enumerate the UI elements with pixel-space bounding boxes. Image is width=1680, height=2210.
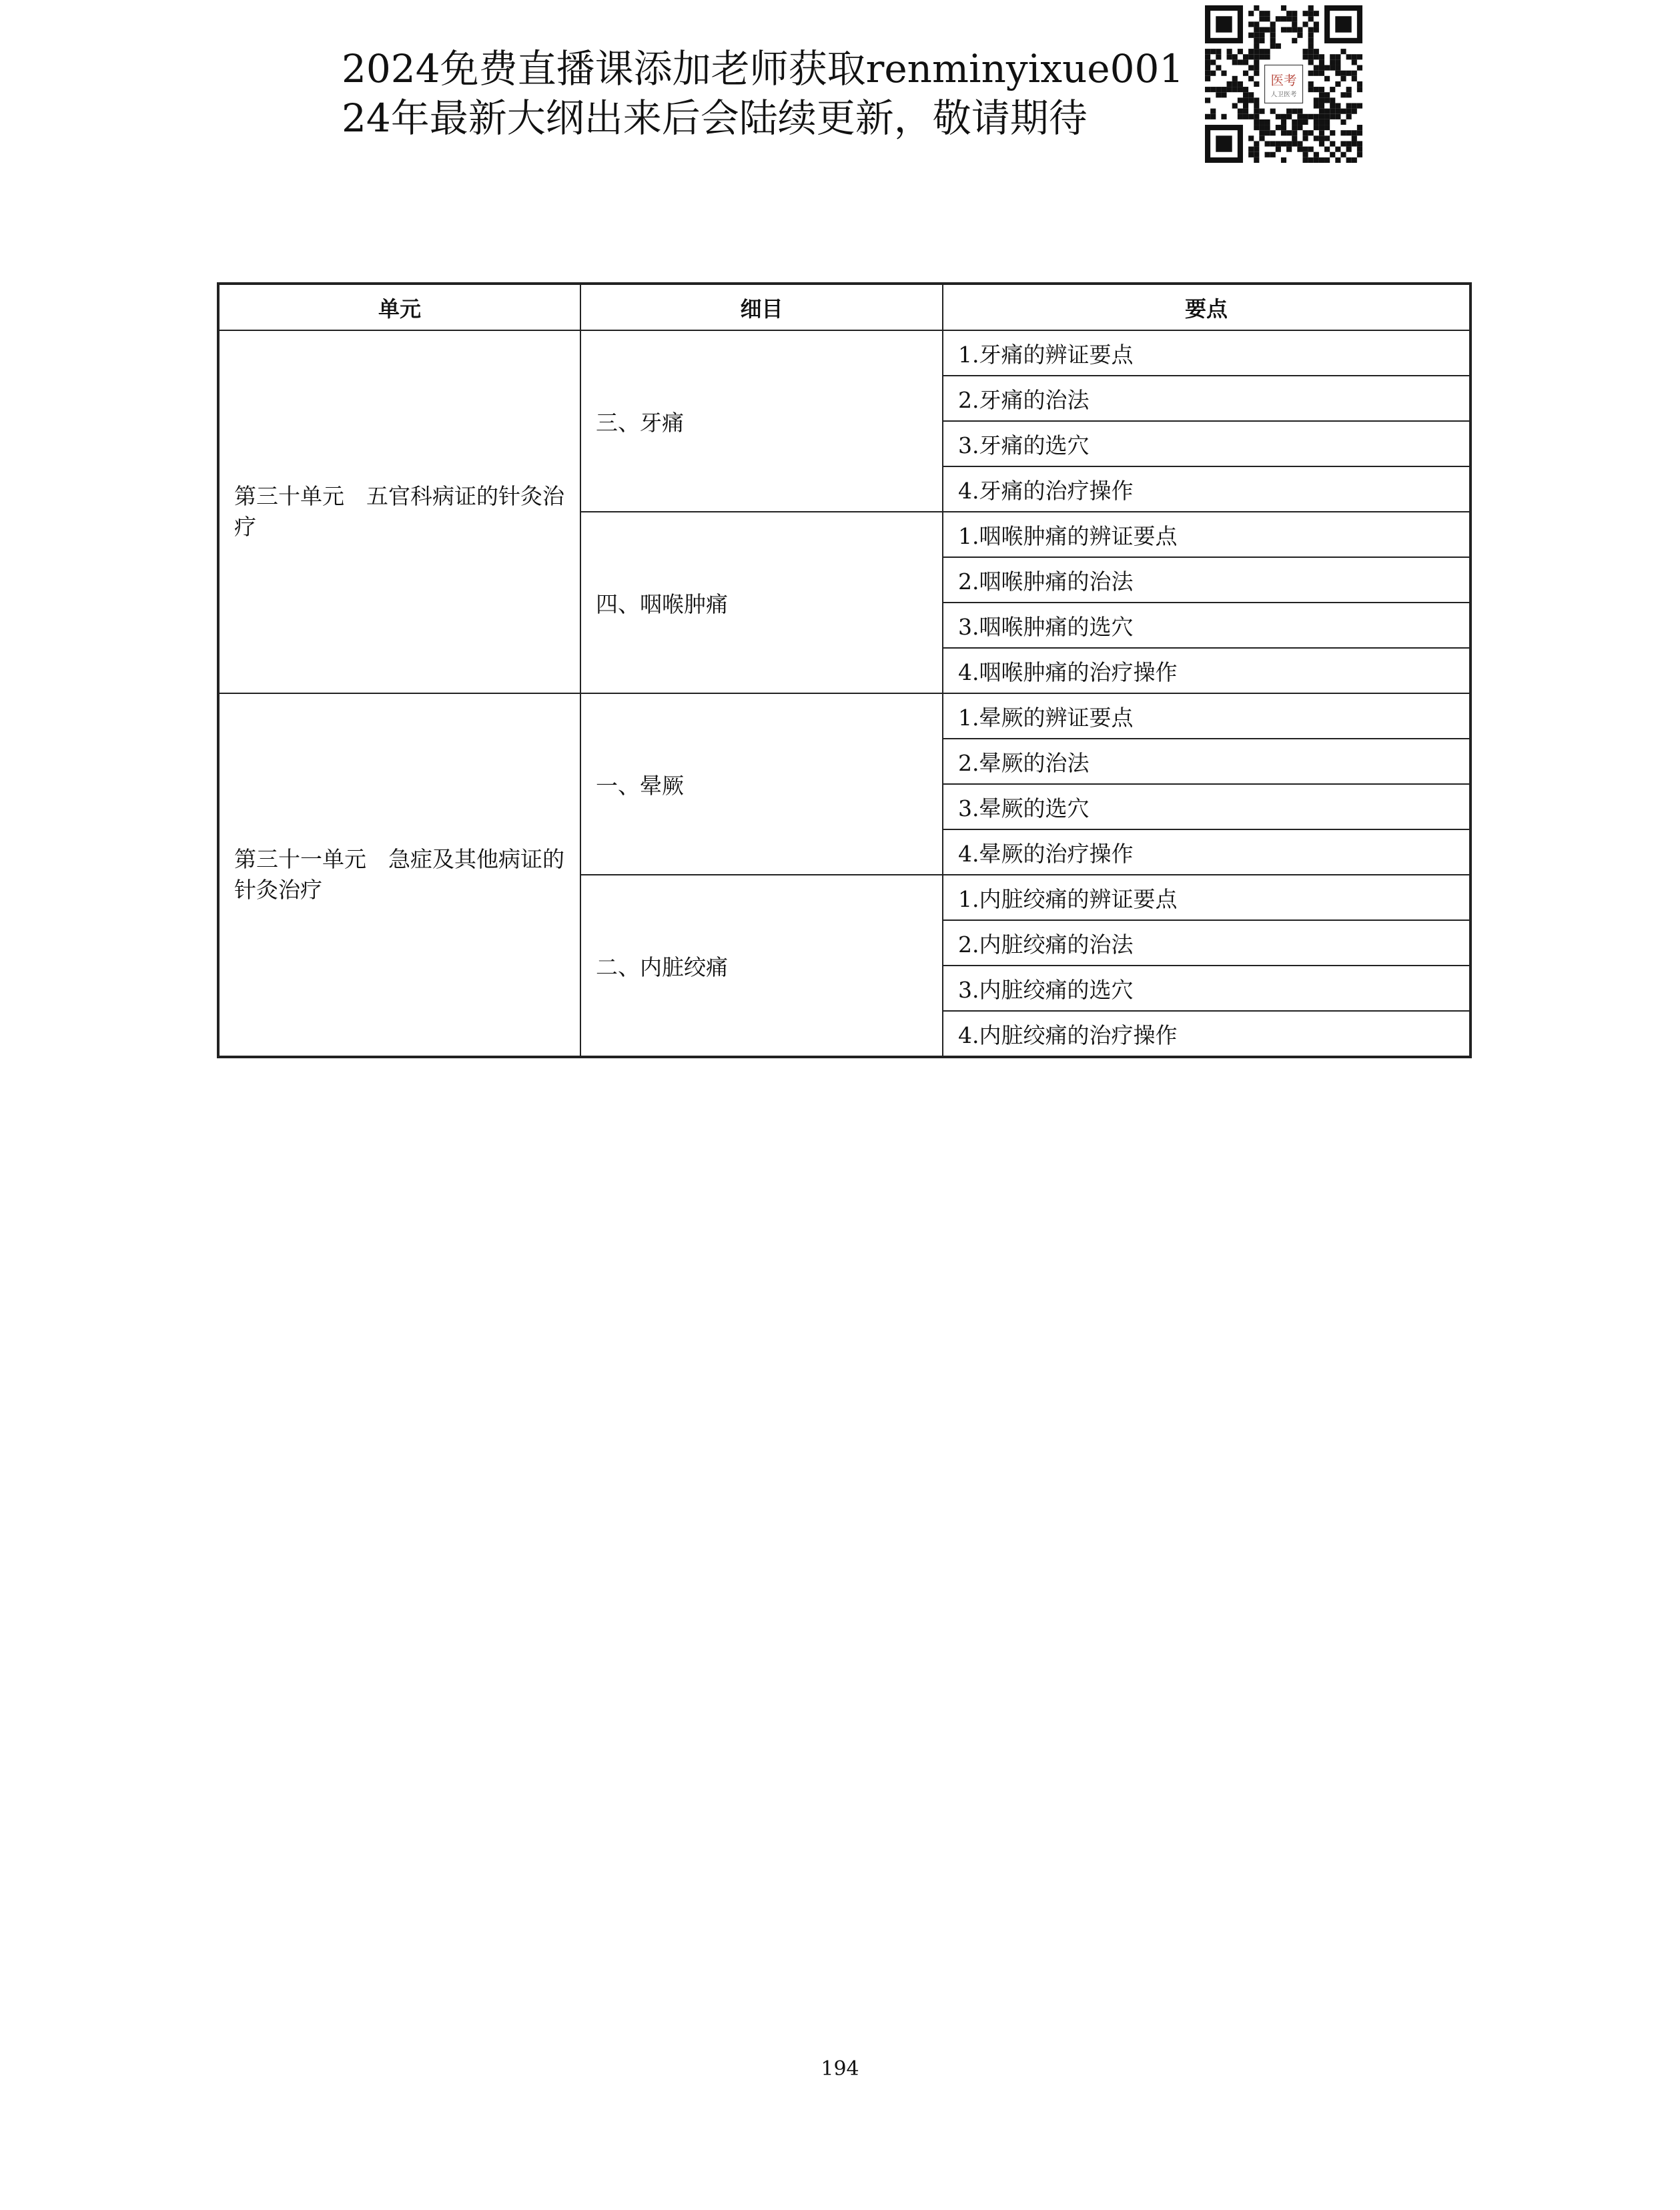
subitem-cell: 一、晕厥	[580, 693, 943, 875]
point-cell: 1.晕厥的辨证要点	[943, 693, 1471, 739]
table-row	[218, 330, 1471, 376]
point-cell: 4.牙痛的治疗操作	[943, 466, 1471, 512]
point-cell: 2.咽喉肿痛的治法	[943, 557, 1471, 603]
point-cell: 3.晕厥的选穴	[943, 784, 1471, 829]
point-cell: 2.牙痛的治法	[943, 376, 1471, 421]
point-cell: 1.咽喉肿痛的辨证要点	[943, 512, 1471, 557]
point-cell: 3.内脏绞痛的选穴	[943, 966, 1471, 1011]
header-subitem: 细目	[580, 284, 943, 330]
point-cell: 1.内脏绞痛的辨证要点	[943, 875, 1471, 920]
header-promo-line-1: 2024免费直播课添加老师获取renminyixue001	[342, 46, 1184, 91]
point-cell: 2.内脏绞痛的治法	[943, 920, 1471, 966]
subitem-cell: 二、内脏绞痛	[580, 875, 943, 1057]
point-cell: 3.牙痛的选穴	[943, 421, 1471, 466]
qr-logo-text: 医考	[1270, 72, 1297, 88]
table-header-row	[218, 284, 1471, 330]
subitem-cell: 四、咽喉肿痛	[580, 512, 943, 693]
point-cell: 2.晕厥的治法	[943, 739, 1471, 784]
table-row	[218, 693, 1471, 739]
header-promo-line-2: 24年最新大纲出来后会陆续更新，敬请期待	[342, 95, 1088, 141]
unit-cell: 第三十单元 五官科病证的针灸治疗	[218, 330, 580, 693]
header-unit: 单元	[218, 284, 580, 330]
point-cell: 4.晕厥的治疗操作	[943, 829, 1471, 875]
qr-code-icon	[1205, 5, 1362, 163]
point-cell: 4.咽喉肿痛的治疗操作	[943, 648, 1471, 693]
point-cell: 4.内脏绞痛的治疗操作	[943, 1011, 1471, 1057]
point-cell: 1.牙痛的辨证要点	[943, 330, 1471, 376]
syllabus-table	[217, 282, 1472, 1058]
header-points: 要点	[943, 284, 1471, 330]
unit-cell: 第三十一单元 急症及其他病证的针灸治疗	[218, 693, 580, 1057]
point-cell: 3.咽喉肿痛的选穴	[943, 603, 1471, 648]
qr-logo-subtext: 人卫医考	[1270, 91, 1297, 99]
page-number: 194	[821, 2057, 859, 2081]
subitem-cell: 三、牙痛	[580, 330, 943, 512]
